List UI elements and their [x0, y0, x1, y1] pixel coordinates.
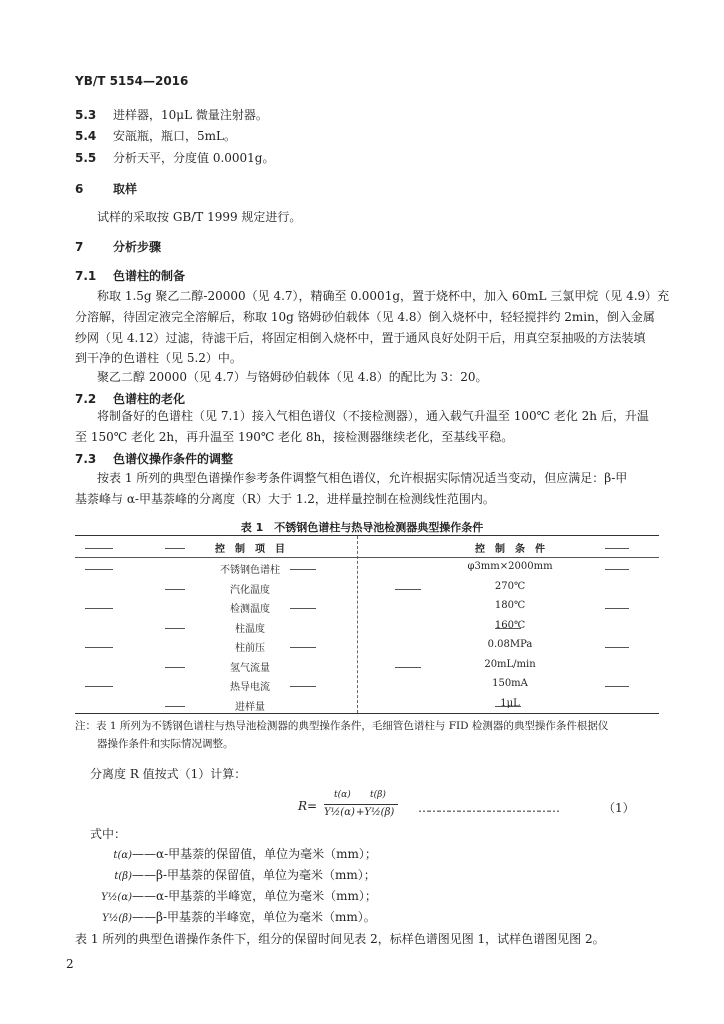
formula-numerator-alpha: t(α) — [334, 790, 351, 800]
table-row — [75, 655, 659, 675]
table-cell: 20mL/min — [484, 658, 536, 670]
definition-text: ——β-甲基萘的半峰宽，单位为毫米（mm）。 — [132, 910, 376, 924]
item-number: 5.5 — [75, 151, 97, 165]
operating-conditions-table — [75, 535, 659, 714]
list-item — [75, 150, 275, 166]
table-cell: 1μL — [500, 697, 520, 709]
paragraph-line: 分溶解，待固定液完全溶解后，称取 10g 铬姆砂伯载体（见 4.8）倒入烧杯中，轻轻搅拌约 2min，倒入金属 — [75, 310, 655, 324]
column-header: 控 制 项 目 — [215, 544, 285, 555]
table-header-row — [75, 536, 659, 558]
paragraph-line: 至 150℃ 老化 2h，再升温至 190℃ 老化 8h，接检测器继续老化，至基线平稳。 — [75, 430, 514, 444]
dash-mark — [605, 548, 629, 549]
table-cell: 270℃ — [494, 580, 526, 592]
table-note-line: 器操作条件和实际情况调整。 — [97, 738, 234, 750]
closing-paragraph: 表 1 所列的典型色谱操作条件下，组分的保留时间见表 2，标样色谱图见图 1，试样色谱图见图 2。 — [75, 932, 605, 946]
dash-mark — [605, 686, 629, 687]
fraction-bar — [358, 804, 398, 805]
table-row — [75, 616, 659, 636]
where-label: 式中： — [90, 827, 127, 841]
item-text: 分析天平，分度值 0.0001g。 — [113, 151, 275, 165]
table-cell: 检测温度 — [230, 604, 270, 615]
dash-mark — [85, 608, 113, 609]
symbol: Y½(α) — [101, 892, 132, 903]
section-title: 分析步骤 — [113, 240, 162, 254]
section-number: 6 — [75, 182, 84, 196]
symbol: t(β) — [114, 871, 132, 882]
item-number: 5.4 — [75, 129, 97, 143]
table-cell: 柱前压 — [235, 643, 265, 654]
dash-mark — [605, 608, 629, 609]
item-text: 进样器，10μL 微量注射器。 — [113, 108, 268, 122]
symbol-definition — [80, 909, 376, 927]
paragraph-line: 按表 1 所列的典型色谱操作参考条件调整气相色谱仪，允许根据实际情况适当变动，但应满足：β-甲 — [97, 471, 628, 485]
dash-mark — [85, 569, 113, 570]
table-cell: 柱温度 — [235, 623, 265, 635]
column-header: 控 制 条 件 — [475, 544, 545, 555]
table-caption: 表 1 不锈钢色谱柱与热导池检测器典型操作条件 — [240, 521, 484, 534]
formula-leader-dots: …………………………………… — [418, 801, 558, 815]
equation-number: （1） — [603, 801, 635, 815]
table-cell: 180℃ — [494, 600, 526, 611]
paragraph-line: 称取 1.5g 聚乙二醇-20000（见 4.7），精确至 0.0001g，置于烧杯中，加入 60mL 三氯甲烷（见 4.9）充 — [97, 289, 670, 303]
table-row — [75, 635, 659, 655]
table-cell: 氢气流量 — [230, 662, 270, 674]
paragraph-line: 聚乙二醇 20000（见 4.7）与铬姆砂伯载体（见 4.8）的配比为 3：20。 — [97, 370, 488, 384]
table-row — [75, 694, 659, 714]
table-row — [75, 674, 659, 694]
paragraph-line: 到干净的色谱柱（见 5.2）中。 — [75, 351, 242, 365]
paragraph-line: 纱网（见 4.12）过滤，待滤干后，将固定相倒入烧杯中，置于通风良好处阴干后，用真空泵抽吸的方法装填 — [75, 331, 646, 345]
table-cell: 150mA — [492, 678, 528, 689]
dash-mark — [85, 647, 113, 648]
subsection-title: 色谱仪操作条件的调整 — [113, 452, 234, 466]
table-cell: 汽化温度 — [230, 584, 270, 596]
symbol-definition — [80, 888, 377, 906]
section-heading — [75, 180, 137, 197]
section-number: 7 — [75, 240, 84, 254]
table-cell: 不锈钢色谱柱 — [220, 565, 280, 576]
subsection-title: 色谱柱的制备 — [113, 269, 186, 283]
list-item — [75, 128, 236, 144]
symbol: t(α) — [113, 850, 132, 861]
table-note-line: 注：表 1 所列为不锈钢色谱柱与热导池检测器的典型操作条件，毛细管色谱柱与 FID 检测器的典型操作条件根据仪 — [75, 720, 609, 732]
subsection-number: 7.2 — [75, 392, 97, 406]
formula-denominator-beta: +Y½(β) — [356, 807, 395, 818]
list-item — [75, 107, 268, 123]
symbol-definition — [80, 867, 376, 885]
paragraph: 试样的采取按 GB/T 1999 规定进行。 — [97, 210, 302, 224]
symbol-definition — [80, 846, 377, 864]
section-title: 取样 — [113, 182, 138, 196]
paragraph-line: 基萘峰与 α-甲基萘峰的分离度（R）大于 1.2，进样量控制在检测线性范围内。 — [75, 492, 495, 506]
section-heading — [75, 238, 161, 255]
subsection-heading — [75, 267, 185, 284]
table-cell: 160℃ — [494, 619, 526, 631]
subsection-heading — [75, 450, 233, 467]
definition-text: ——α-甲基萘的半峰宽，单位为毫米（mm）； — [132, 889, 377, 903]
formula-denominator-alpha: Y½(α) — [324, 807, 355, 818]
table-cell: φ3mm×2000mm — [467, 561, 553, 572]
document-code: YB/T 5154—2016 — [75, 74, 189, 88]
dash-mark — [395, 589, 421, 590]
dash-mark — [85, 686, 113, 687]
formula-numerator-beta: t(β) — [370, 790, 386, 800]
paragraph-line: 将制备好的色谱柱（见 7.1）接入气相色谱仪（不接检测器），通入载气升温至 100℃ 老化 2h 后，升温 — [97, 409, 649, 423]
definition-text: ——α-甲基萘的保留值，单位为毫米（mm）； — [132, 847, 377, 861]
item-text: 安瓿瓶，瓶口，5mL。 — [113, 129, 236, 143]
subsection-number: 7.1 — [75, 269, 97, 283]
definition-text: ——β-甲基萘的保留值，单位为毫米（mm）； — [132, 868, 376, 882]
dash-mark — [85, 548, 113, 549]
table-cell: 进样量 — [235, 701, 265, 713]
dash-mark — [605, 647, 629, 648]
table-row — [75, 577, 659, 597]
symbol: Y½(β) — [102, 913, 132, 924]
dash-mark — [605, 569, 629, 570]
table-row — [75, 596, 659, 616]
formula — [298, 790, 418, 826]
page-number: 2 — [66, 957, 74, 971]
formula-lhs: R= — [298, 799, 318, 813]
formula-intro: 分离度 R 值按式（1）计算： — [90, 767, 247, 781]
dash-mark — [395, 667, 421, 668]
table-cell: 热导电流 — [230, 682, 270, 693]
subsection-number: 7.3 — [75, 452, 97, 466]
table-cell: 0.08MPa — [487, 639, 533, 650]
table-row — [75, 557, 659, 577]
subsection-title: 色谱柱的老化 — [113, 392, 186, 406]
item-number: 5.3 — [75, 108, 97, 122]
